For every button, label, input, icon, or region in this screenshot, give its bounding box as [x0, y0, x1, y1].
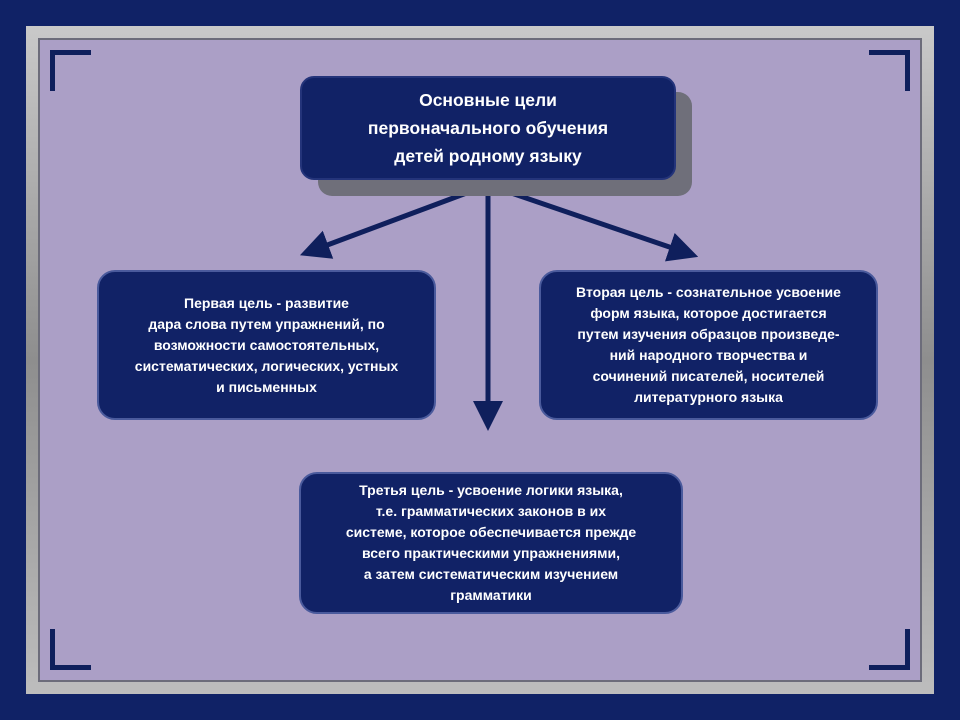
third-goal-box: Третья цель - усвоение логики языка, т.е. грамматических законов в их системе, которое обеспечивается прежде всего практическими упражнениями, а затем систематическим изучением грамматики: [299, 472, 683, 614]
second-goal-box: Вторая цель - сознательное усвоение форм языка, которое достигается путем изучения образцов произведе- ний народного творчества и сочинений писателей, носителей литературного языка: [539, 270, 878, 420]
first-goal-box: Первая цель - развитие дара слова путем упражнений, по возможности самостоятельных, систематических, логических, устных и письменных: [97, 270, 436, 420]
main-title-box: Основные цели первоначального обучения детей родному языку: [300, 76, 676, 180]
